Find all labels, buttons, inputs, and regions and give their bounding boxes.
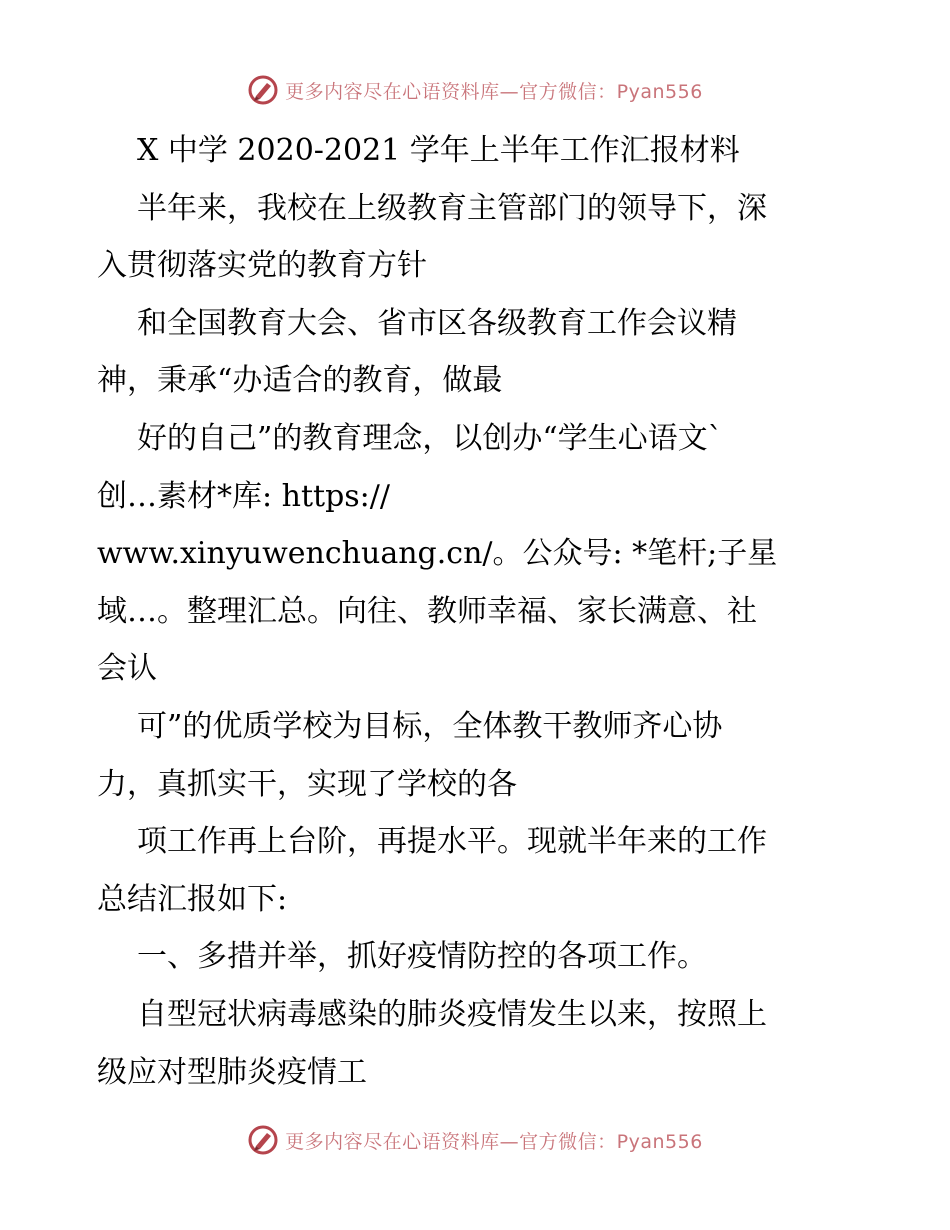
footer-watermark-banner <box>0 1120 950 1160</box>
text-line: 创…素材*库: https:// <box>97 478 390 514</box>
text-line: 入贯彻落实党的教育方针 <box>97 248 427 284</box>
pen-logo-icon <box>247 74 279 106</box>
text-line: 神，秉承“办适合的教育，做最 <box>97 363 503 399</box>
header-watermark-banner <box>0 70 950 110</box>
text-line: 和全国教育大会、省市区各级教育工作会议精 <box>137 305 737 341</box>
pen-logo-icon <box>247 1124 279 1156</box>
text-line: 域…。整理汇总。向往、教师幸福、家长满意、社 <box>97 593 757 629</box>
text-line: 级应对型肺炎疫情工 <box>97 1054 367 1090</box>
text-line: 会认 <box>97 651 157 687</box>
text-line: 一、多措并举，抓好疫情防控的各项工作。 <box>137 939 707 975</box>
watermark-text: 更多内容尽在心语资料库—官方微信：Pyan556 <box>285 80 703 103</box>
text-line: 项工作再上台阶，再提水平。现就半年来的工作 <box>137 824 767 860</box>
text-line: 好的自己”的教育理念，以创办“学生心语文` <box>137 420 723 456</box>
text-line: X 中学 2020-2021 学年上半年工作汇报材料 <box>137 133 740 168</box>
text-line: www.xinyuwenchuang.cn/。公众号: *笔杆;子星 <box>97 536 778 572</box>
text-line: 可”的优质学校为目标，全体教干教师齐心协 <box>137 708 723 744</box>
text-line: 半年来，我校在上级教育主管部门的领导下，深 <box>137 190 767 226</box>
text-line: 总结汇报如下: <box>97 881 288 917</box>
watermark-text: 更多内容尽在心语资料库—官方微信：Pyan556 <box>285 1130 703 1153</box>
document-body <box>97 122 857 1101</box>
text-line: 力，真抓实干，实现了学校的各 <box>97 766 517 802</box>
text-line: 自型冠状病毒感染的肺炎疫情发生以来，按照上 <box>137 996 767 1032</box>
